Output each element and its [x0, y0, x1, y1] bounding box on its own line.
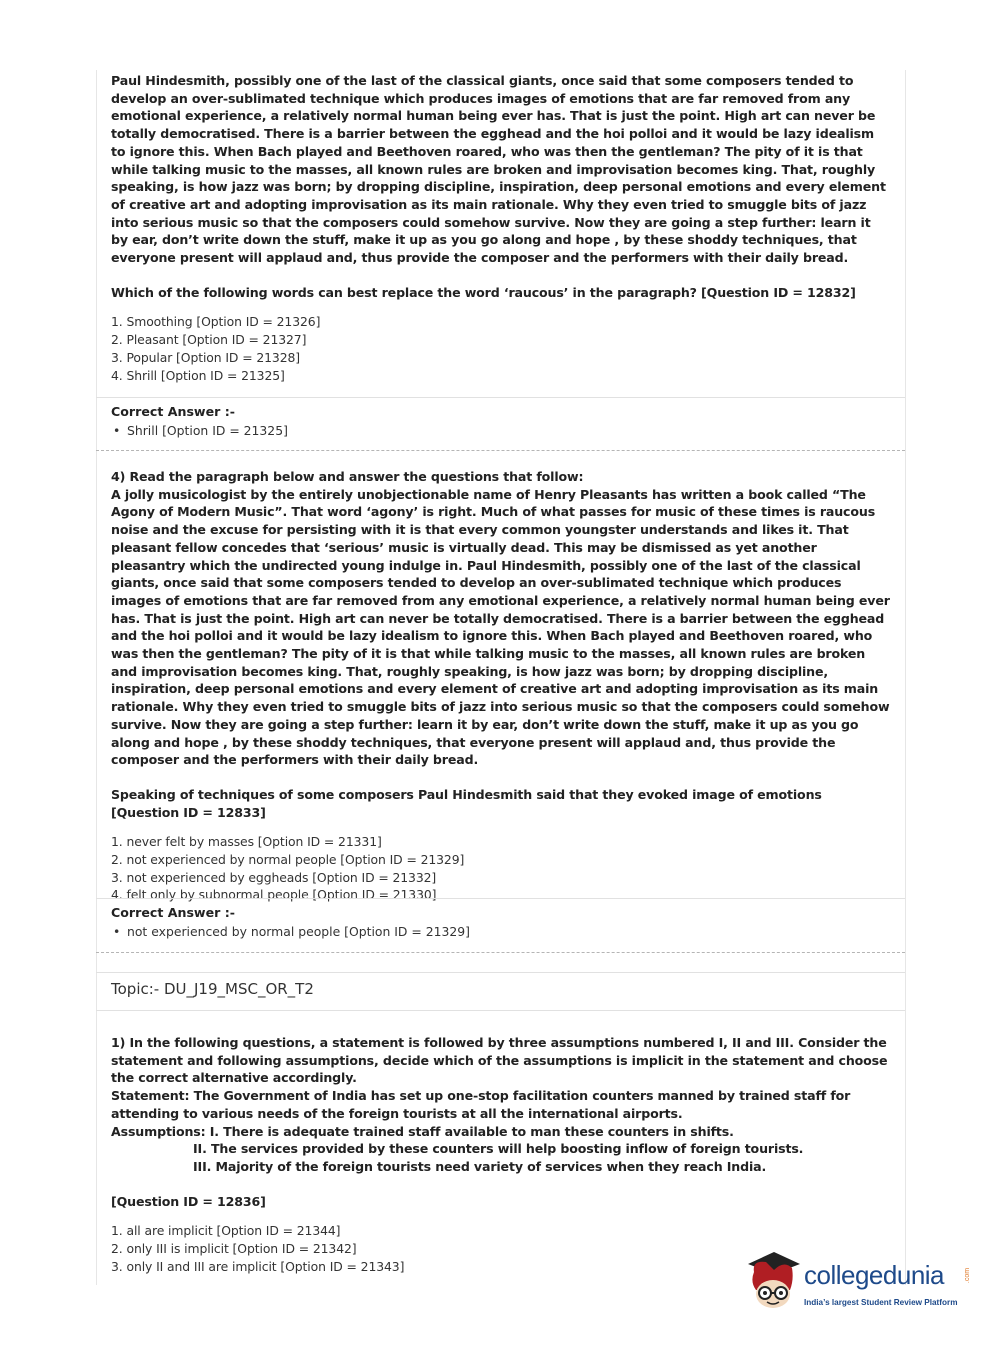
topic-title: Topic:- DU_J19_MSC_OR_T2 [111, 980, 314, 998]
question-block-1 [111, 1034, 891, 1275]
divider [96, 972, 905, 973]
correct-answer-label: Correct Answer :- [111, 404, 235, 419]
correct-answer-section [111, 905, 891, 939]
option-item: 4. felt only by subnormal people [Option ID = 21330] [111, 887, 437, 903]
assumption-1: Assumptions: I. There is adequate trained staff available to man these counters in shifts. [111, 1123, 734, 1139]
question-text: Speaking of techniques of some composers Paul Hindesmith said that they evoked image of emotions [Question ID = 12833] [111, 786, 822, 820]
bullet-icon: • [113, 423, 121, 438]
question-block-3 [111, 72, 891, 384]
mascot-icon [744, 1250, 802, 1316]
statement-text: Statement: The Government of India has set up one-stop facilitation counters manned by trained staff for attending to various needs of the foreign tourists at all the international airports. [111, 1088, 851, 1121]
options-list [111, 313, 891, 384]
correct-answer-label: Correct Answer :- [111, 905, 235, 920]
option-item: 4. Shrill [Option ID = 21325] [111, 367, 285, 383]
option-item: 2. Pleasant [Option ID = 21327] [111, 332, 307, 348]
option-item: 3. Popular [Option ID = 21328] [111, 349, 300, 365]
question-block-4 [111, 468, 891, 904]
question-heading: 4) Read the paragraph below and answer the questions that follow: [111, 469, 584, 484]
divider [96, 1010, 905, 1011]
correct-answer [113, 423, 891, 438]
divider [96, 898, 905, 899]
option-item: 1. all are implicit [Option ID = 21344] [111, 1223, 341, 1239]
logo-tagline: India’s largest Student Review Platform [804, 1298, 958, 1307]
passage-text: Paul Hindesmith, possibly one of the last of the classical giants, once said that some composers tended to develop an over-sublimated technique which produces images of emotions that are far removed from any emotional experience, a relatively normal human being ever has. That is just the point. High art can never be totally democratised. There is a barrier between the egghead and the hoi polloi and it would be lazy idealism to ignore this. When Bach played and Beethoven roared, who was then the gentleman? The pity of it is that while talking music to the masses, all known rules are broken and improvisation becomes king. That, roughly speaking, is how jazz was born; by dropping discipline, inspiration, deep personal emotions and every element of creative art and adopting improvisation as its main rationale. Why they even tried to smuggle bits of jazz into serious music so that the composers could somehow survive. Now they are going a step further: learn it by ear, don’t write down the stuff, make it up as you go along and hope , by these shoddy techniques, that everyone present will applaud and, thus provide the composer and the performers with their daily bread. [111, 73, 886, 266]
dashed-divider [96, 450, 905, 451]
option-item: 3. not experienced by eggheads [Option ID = 21332] [111, 869, 437, 885]
correct-answer-section [111, 404, 891, 438]
question-id: [Question ID = 12836] [111, 1193, 266, 1209]
correct-answer-text: not experienced by normal people [Option ID = 21329] [127, 924, 470, 939]
collegedunia-logo [744, 1250, 974, 1320]
passage-text: A jolly musicologist by the entirely unobjectionable name of Henry Pleasants has written a book called “The Agony of Modern Music”. That word ‘agony’ is right. Much of what passes for music of these times is raucous noise and the excuse for persisting with it is that every common youngster understands and likes it. That pleasant fellow concedes that ‘serious’ music is virtually dead. This may be dismissed as yet another pleasantry which the undirected young indulge in. Paul Hindesmith, possibly one of the last of the classical giants, once said that some composers tended to develop an over-sublimated technique which produces images of emotions that are far removed from any emotional experience, a relatively normal human being ever has. That is just the point. High art can never be totally democratised. There is a barrier between the egghead and the hoi polloi and it would be lazy idealism to ignore this. When Bach played and Beethoven roared, who was then the gentleman? The pity of it is that while talking music to the masses, all known rules are broken and improvisation becomes king. That, roughly speaking, is how jazz was born; by dropping discipline, inspiration, deep personal emotions and every element of creative art and adopting improvisation as its main rationale. Why they even tried to smuggle bits of jazz into serious music so that the composers could somehow survive. Now they are going a step further: learn it by ear, don’t write down the stuff, make it up as you go along and hope , by these shoddy techniques, that everyone present will applaud and, thus provide the composer and the performers with their daily bread. [111, 486, 890, 768]
question-intro: 1) In the following questions, a statement is followed by three assumptions numbered I, II and III. Consider the statement and following assumptions, decide which of the assumptions is implicit in the statement and choose the correct alternative accordingly. [111, 1035, 888, 1086]
dashed-divider [96, 952, 905, 953]
assumption-3: III. Majority of the foreign tourists need variety of services when they reach India. [193, 1158, 767, 1174]
option-item: 3. only II and III are implicit [Option ID = 21343] [111, 1258, 405, 1274]
correct-answer-text: Shrill [Option ID = 21325] [127, 423, 288, 438]
question-text: Which of the following words can best replace the word ‘raucous’ in the paragraph? [Question ID = 12832] [111, 284, 856, 300]
option-item: 2. only III is implicit [Option ID = 21342] [111, 1241, 357, 1257]
logo-suffix: .com [964, 1267, 972, 1284]
assumption-2: II. The services provided by these counters will help boosting inflow of foreign tourists. [193, 1141, 804, 1157]
option-item: 1. never felt by masses [Option ID = 21331] [111, 834, 382, 850]
logo-wordmark: collegedunia [804, 1260, 945, 1290]
correct-answer [113, 924, 891, 939]
option-item: 2. not experienced by normal people [Option ID = 21329] [111, 852, 465, 868]
divider [96, 397, 905, 398]
options-list [111, 833, 891, 904]
bullet-icon: • [113, 924, 121, 939]
option-item: 1. Smoothing [Option ID = 21326] [111, 314, 321, 330]
